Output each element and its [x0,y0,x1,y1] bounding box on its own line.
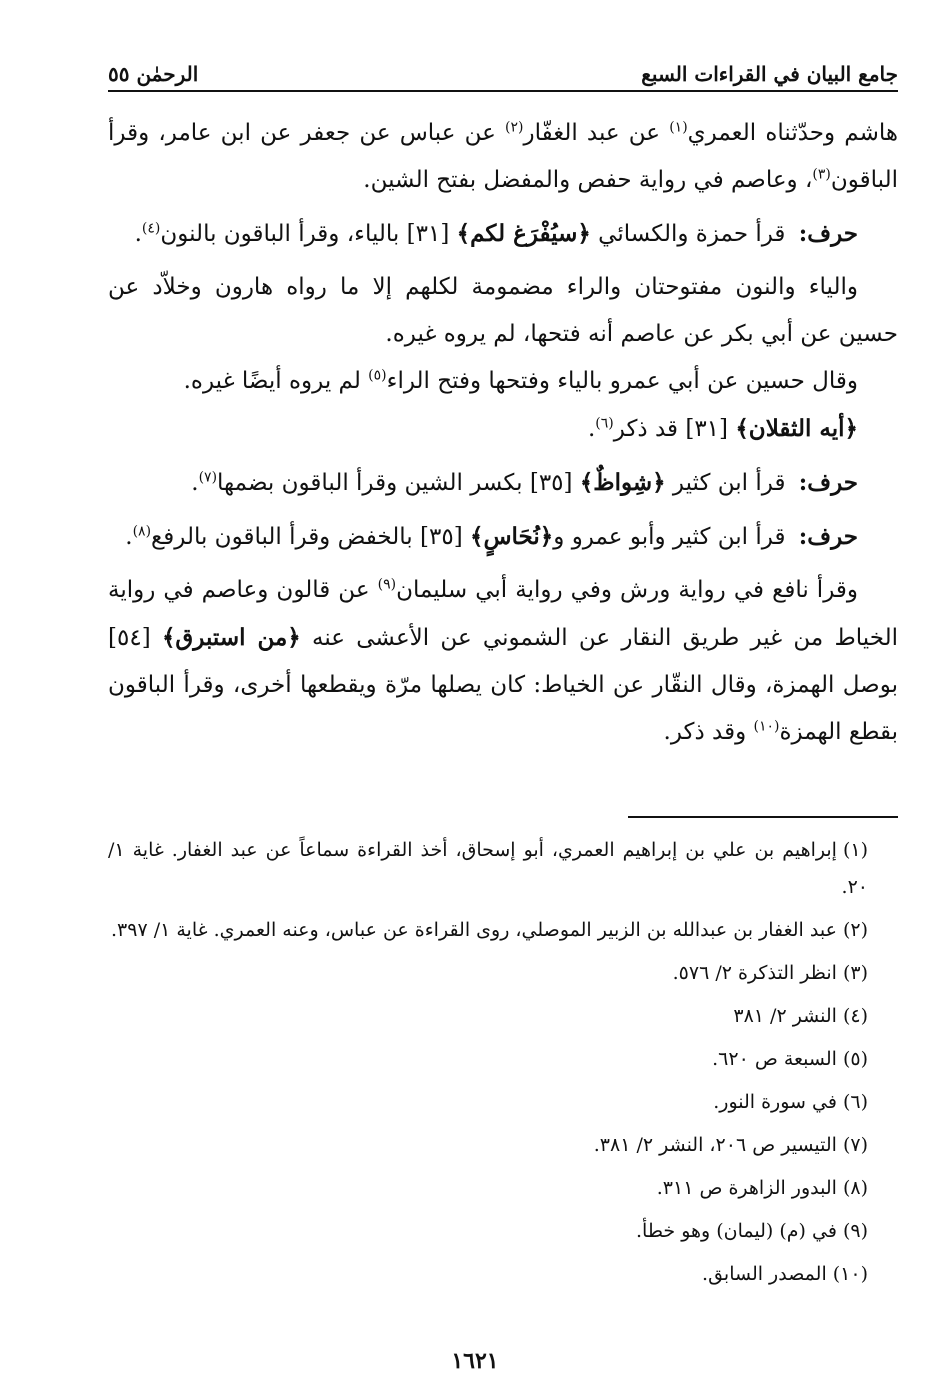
text: [٣١] بالياء، وقرأ الباقون بالنون [160,221,457,247]
text: [٣٥] بكسر الشين وقرأ الباقون بضمها [217,470,580,496]
text: ، وعاصم في رواية حفص والمفضل بفتح الشين. [363,167,813,193]
text: عن عبد الغفّار [523,120,670,146]
paragraph-8 [108,567,898,756]
footnote-text: النشر ٢/ ٣٨١ [733,1005,837,1027]
quran-quote: ﴿شِواظٌ﴾ [579,469,666,496]
text: [٥٤] بوصل الهمزة، وقال النقّار عن الخياط: كان يصلها مرّة ويقطعها أخرى، وقرأ الباقون بقطع الهمزة [108,625,898,745]
text: وقال حسين عن أبي عمرو بالياء وفتحها وفتح الراء [386,368,858,394]
footnote-number: (٥) [842,1048,868,1070]
footnote-ref-2[interactable]: (٢) [505,119,524,136]
text: . [125,524,133,550]
footnote-number: (٦) [842,1091,868,1113]
paragraph-1 [108,110,898,204]
footnote [108,1127,868,1164]
footnote-ref-1[interactable]: (١) [669,119,688,136]
footnote-ref-7[interactable]: (٧) [198,469,218,486]
footnote-number: (٣) [842,962,868,984]
text: . [134,221,142,247]
text: عن عباس عن جعفر عن ابن عامر، وقرأ الباقون [108,120,898,193]
running-header [108,58,898,92]
footnote-separator [628,816,898,818]
text: هاشم وحدّثناه العمري [687,120,898,146]
text: عن قالون وعاصم في رواية الخياط من غير طريق النقار عن الشموني عن الأعشى عنه [108,577,898,651]
footnote-text: السبعة ص ٦٢٠. [712,1048,837,1070]
footnote-text: عبد الغفار بن عبدالله بن الزبير الموصلي، روى القراءة عن عباس، وعنه العمري. غاية ١/ ٣٩٧. [110,919,837,941]
footnote [108,912,868,949]
surah-page-label: الرحمٰن ٥٥ [108,62,199,86]
main-text [108,110,898,756]
footnote-ref-10[interactable]: (١٠) [753,718,780,735]
footnote-ref-6[interactable]: (٦) [595,415,614,432]
text: وقرأ نافع في رواية ورش وفي رواية أبي سليمان [396,577,858,603]
footnote-number: (٤) [842,1005,868,1027]
quran-quote: ﴿سيُفْرَغ لكم﴾ [456,220,591,247]
footnote-ref-8[interactable]: (٨) [132,523,152,540]
text: وقد ذكر. [663,719,754,745]
text: . [587,416,596,442]
footnote-number: (٨) [842,1177,868,1199]
quran-quote: ﴿أيه الثقلان﴾ [735,415,858,442]
footnotes [108,832,868,1299]
text: قرأ ابن كثير وأبو عمرو و [553,524,793,550]
harf-label: حرف: [798,469,858,496]
footnote [108,1084,868,1121]
footnote [108,1170,868,1207]
text: [٣٥] بالخفض وقرأ الباقون بالرفع [151,524,470,550]
text: [٣١] قد ذكر [613,416,736,442]
quran-quote: ﴿من استبرق﴾ [161,624,301,651]
footnote-number: (١٠) [832,1263,868,1285]
text: قرأ حمزة والكسائي [590,221,793,247]
footnote-number: (٩) [842,1220,868,1242]
paragraph-6 [108,459,898,507]
footnote-text: انظر التذكرة ٢/ ٥٧٦. [672,962,837,984]
paragraph-3: والياء والنون مفتوحتان والراء مضمومة لكلهم إلا ما رواه هارون وخلاّد عن حسين عن أبي بكر عن عاصم أنه فتحها، لم يروه غيره. [108,274,898,347]
footnote [108,998,868,1035]
book-title: جامع البيان في القراءات السبع [641,62,898,86]
footnote [108,832,868,906]
footnote-number: (١) [842,839,868,861]
footnote-ref-5[interactable]: (٥) [368,367,387,384]
footnote-ref-3[interactable]: (٣) [812,166,831,183]
footnote-text: المصدر السابق. [702,1263,827,1285]
footnote-ref-4[interactable]: (٤) [141,220,161,237]
harf-label: حرف: [798,523,858,550]
page-number: ١٦٢١ [451,1348,499,1374]
quran-quote: ﴿نُحَاسٍ﴾ [469,523,554,550]
footnote-text: في (م) (ليمان) وهو خطأ. [636,1220,837,1242]
footnote [108,955,868,992]
footnote-number: (٧) [842,1134,868,1156]
footnote-text: التيسير ص ٢٠٦، النشر ٢/ ٣٨١. [593,1134,837,1156]
footnote-text: البدور الزاهرة ص ٣١١. [656,1177,837,1199]
text: . [191,470,199,496]
paragraph-4 [108,358,898,405]
footnote [108,1213,868,1250]
text: قرأ ابن كثير [665,470,793,496]
footnote [108,1041,868,1078]
text: لم يروه أيضًا غيره. [183,368,369,394]
footnote-text: في سورة النور. [713,1091,837,1113]
footnote-number: (٢) [842,919,868,941]
paragraph-2 [108,210,898,258]
paragraph-7 [108,513,898,561]
footnote [108,1256,868,1293]
footnote-text: إبراهيم بن علي بن إبراهيم العمري، أبو إسحاق، أخذ القراءة سماعاً عن عبد الغفار. غاية ١/ ٢٠. [108,839,868,898]
paragraph-5 [108,405,898,453]
harf-label: حرف: [798,220,858,247]
footnote-ref-9[interactable]: (٩) [377,576,397,593]
